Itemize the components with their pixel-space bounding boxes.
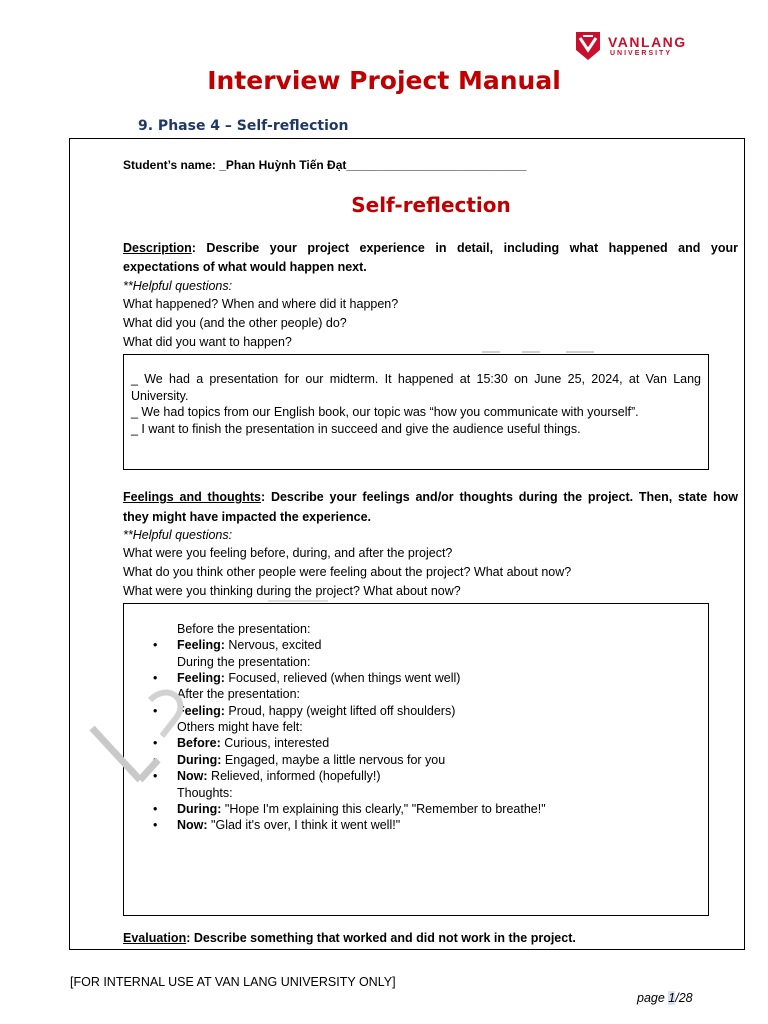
thoughts-heading: Thoughts:	[177, 786, 233, 800]
current-page: 1	[668, 991, 676, 1005]
description-prompt	[123, 241, 738, 255]
helpful-question: What did you (and the other people) do?	[123, 316, 347, 330]
helpful-question: What happened? When and where did it happen?	[123, 297, 399, 311]
section-heading: 9. Phase 4 – Self-reflection	[138, 118, 349, 134]
vanlang-emblem-icon	[574, 30, 602, 62]
during-heading: During the presentation:	[177, 655, 311, 669]
university-logo	[574, 30, 704, 62]
description-text: : Describe your project experience in detail, including what happened and your	[191, 241, 738, 255]
helpful-questions-label: **Helpful questions:	[123, 528, 233, 542]
description-text-continued: expectations of what would happen next.	[123, 260, 367, 274]
student-name-line	[123, 158, 527, 172]
after-heading: After the presentation:	[177, 687, 300, 701]
list-item: • Now: "Glad it's over, I think it went well!"	[153, 818, 401, 832]
list-item: • Feeling: Proud, happy (weight lifted off shoulders)	[153, 704, 456, 718]
answer-paragraph: _ We had a presentation for our midterm. It happened at 15:30 on June 25, 2024, at Van Lang University.	[131, 372, 701, 403]
feelings-label: Feelings and thoughts	[123, 490, 261, 504]
document-title: Interview Project Manual	[207, 66, 561, 95]
before-heading: Before the presentation:	[177, 622, 311, 636]
evaluation-text: : Describe something that worked and did not work in the project.	[186, 931, 576, 945]
helpful-question: What did you want to happen?	[123, 335, 292, 349]
list-item: During: Engaged, maybe a little nervous for you	[177, 753, 446, 767]
list-item: • Feeling: Focused, relieved (when things went well)	[153, 671, 461, 685]
answer-paragraph: _ We had topics from our English book, our topic was “how you communicate with yourself”.	[131, 405, 639, 419]
evaluation-prompt	[123, 931, 738, 945]
helpful-question: What do you think other people were feeling about the project? What about now?	[123, 565, 572, 579]
description-label: Description	[123, 241, 192, 255]
watermark-mark	[80, 640, 210, 800]
student-name-label: Student’s name:	[123, 158, 220, 172]
feelings-answer-box[interactable]	[123, 603, 709, 916]
logo-subtitle: UNIVERSITY	[610, 50, 673, 57]
page-number: page 1/28	[637, 991, 693, 1005]
list-item: • During: "Hope I'm explaining this clearly," "Remember to breathe!"	[153, 802, 546, 816]
student-name-value: _Phan Huỳnh Tiến Đạt___________________________	[219, 158, 527, 172]
logo-name: VANLANG	[608, 34, 687, 50]
others-heading: Others might have felt:	[177, 720, 303, 734]
description-answer-box[interactable]	[123, 354, 709, 470]
feelings-text-continued: they might have impacted the experience.	[123, 510, 371, 524]
answer-paragraph: _ I want to finish the presentation in succeed and give the audience useful things.	[131, 421, 581, 436]
evaluation-label: Evaluation	[123, 931, 187, 945]
list-item: • Before: Curious, interested	[153, 736, 330, 750]
helpful-question: What were you feeling before, during, and after the project?	[123, 546, 453, 560]
form-subtitle: Self-reflection	[351, 193, 511, 217]
internal-use-note: [FOR INTERNAL USE AT VAN LANG UNIVERSITY ONLY]	[70, 975, 396, 989]
helpful-question: What were you thinking during the project? What about now?	[123, 584, 461, 598]
helpful-questions-label: **Helpful questions:	[123, 279, 233, 293]
feelings-text: : Describe your feelings and/or thoughts during the project. Then, state how	[260, 490, 738, 504]
list-item: • Now: Relieved, informed (hopefully!)	[153, 769, 381, 783]
feelings-prompt	[123, 490, 738, 504]
list-item: • Feeling: Nervous, excited	[153, 638, 322, 652]
